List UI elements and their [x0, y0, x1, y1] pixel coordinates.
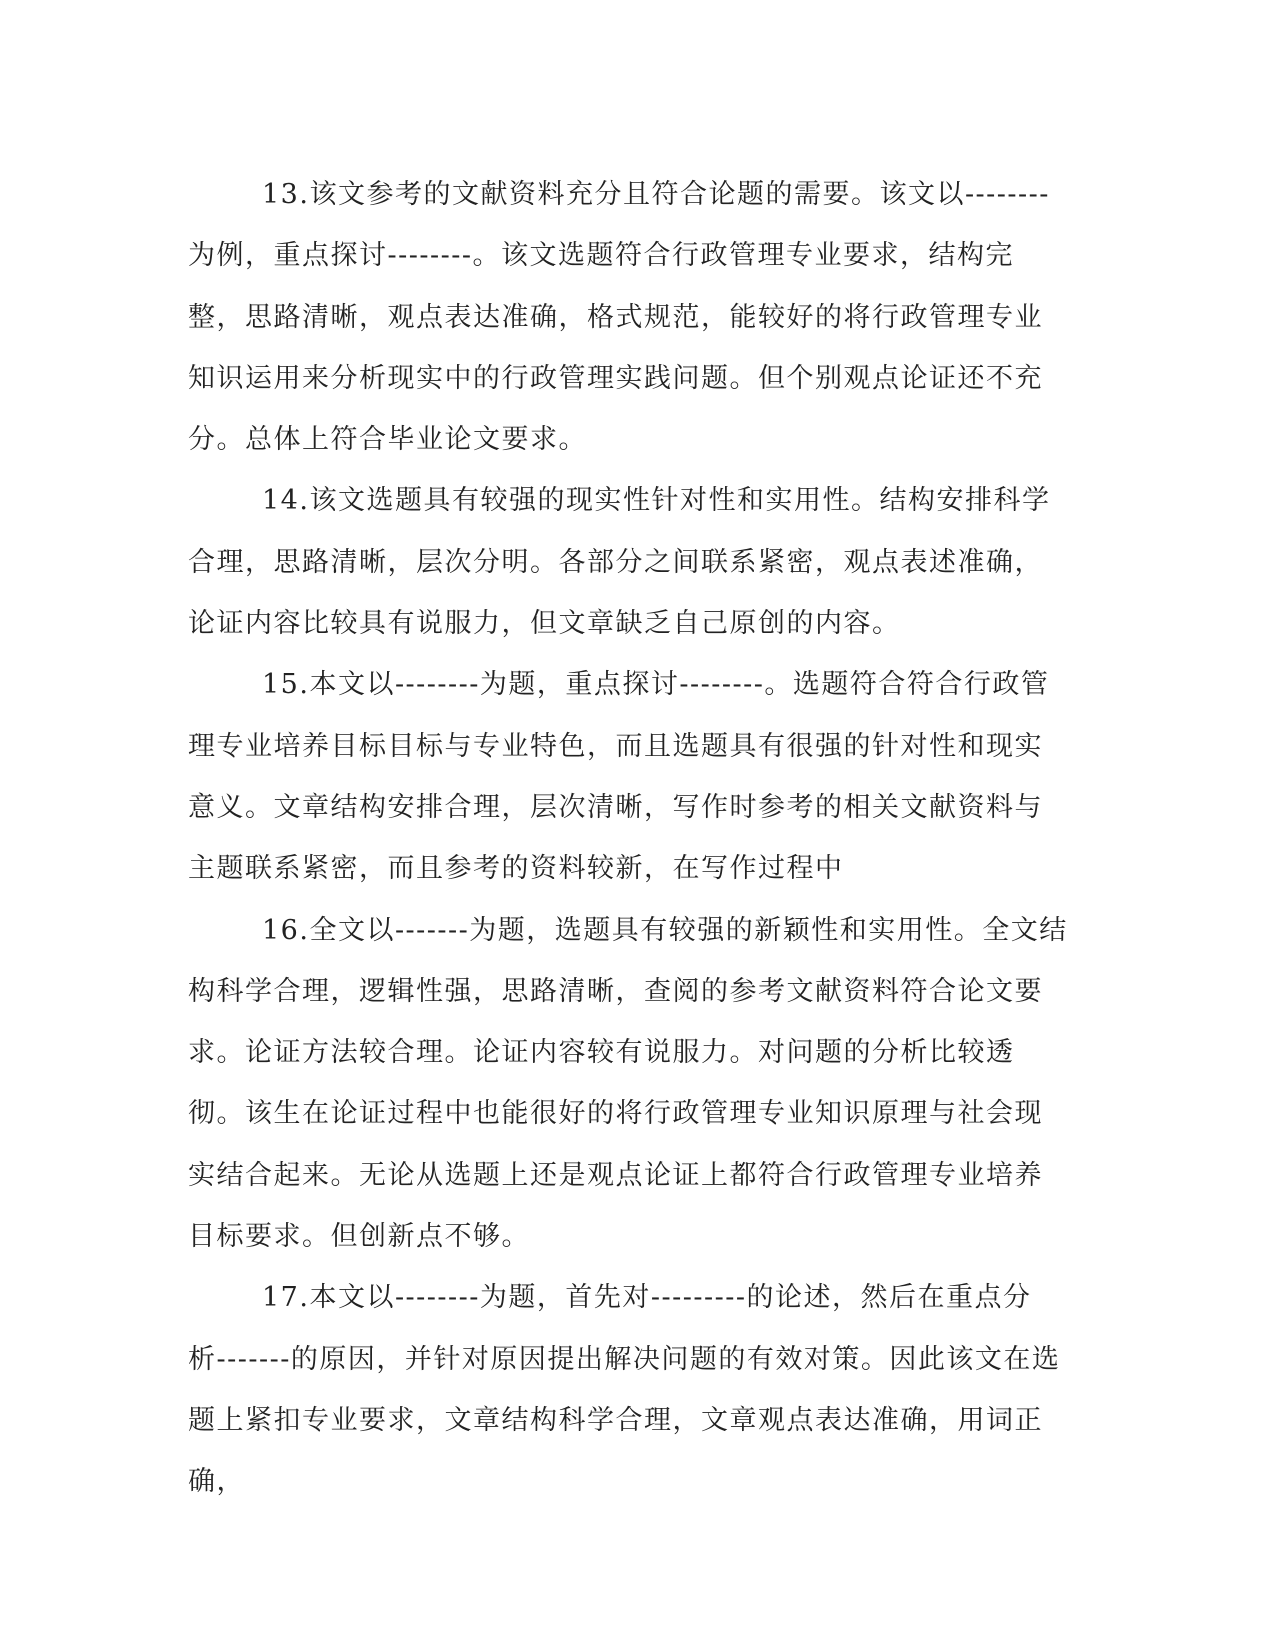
paragraph-17: 17.本文以--------为题，首先对---------的论述，然后在重点分析-------的原因，并针对原因提出解决问题的有效对策。因此该文在选题上紧扣专业要求，文章结构科学合理，文章观点表达准确，用词正确， — [188, 1282, 1061, 1498]
paragraph-13: 13.该文参考的文献资料充分且符合论题的需要。该文以--------为例，重点探讨--------。该文选题符合行政管理专业要求，结构完整，思路清晰，观点表达准确，格式规范，能较好的将行政管理专业知识运用来分析现实中的行政管理实践问题。但个别观点论证还不充分。总体上符合毕业论文要求。 — [188, 179, 1050, 456]
paragraph-16: 16.全文以-------为题，选题具有较强的新颖性和实用性。全文结构科学合理，逻辑性强，思路清晰，查阅的参考文献资料符合论文要求。论证方法较合理。论证内容较有说服力。对问题的分析比较透彻。该生在论证过程中也能很好的将行政管理专业知识原理与社会现实结合起来。无论从选题上还是观点论证上都符合行政管理专业培养目标要求。但创新点不够。 — [188, 914, 1068, 1253]
paragraph-14: 14.该文选题具有较强的现实性针对性和实用性。结构安排科学合理，思路清晰，层次分明。各部分之间联系紧密，观点表述准确，论证内容比较具有说服力，但文章缺乏自己原创的内容。 — [188, 485, 1051, 640]
document-body — [188, 164, 1068, 1513]
paragraph-15: 15.本文以--------为题，重点探讨--------。选题符合符合行政管理专业培养目标目标与专业特色，而且选题具有很强的针对性和现实意义。文章结构安排合理，层次清晰，写作时参考的相关文献资料与主题联系紧密，而且参考的资料较新，在写作过程中 — [188, 669, 1050, 885]
